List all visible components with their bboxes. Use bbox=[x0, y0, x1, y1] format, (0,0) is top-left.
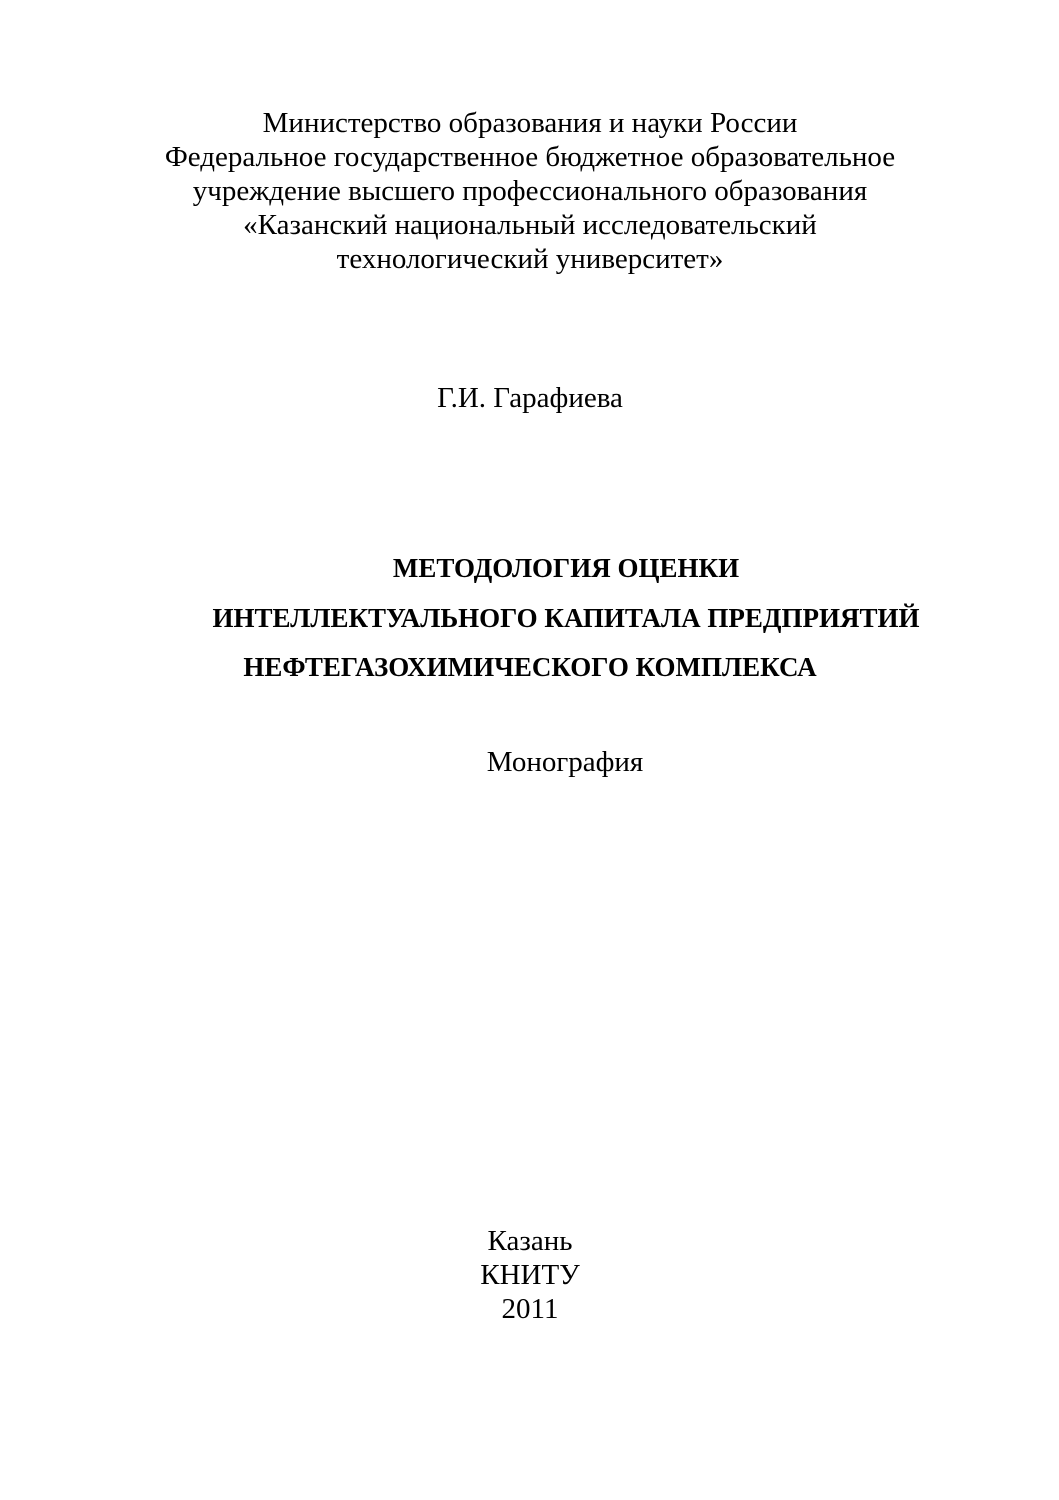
institution-type-line: Федеральное государственное бюджетное образовательное bbox=[164, 141, 896, 173]
title-line-1: МЕТОДОЛОГИЯ ОЦЕНКИ bbox=[392, 553, 740, 583]
title-line-2: ИНТЕЛЛЕКТУАЛЬНОГО КАПИТАЛА ПРЕДПРИЯТИЙ bbox=[212, 603, 920, 633]
imprint-city: Казань bbox=[487, 1225, 573, 1257]
imprint-publisher: КНИТУ bbox=[480, 1259, 580, 1291]
university-name-line-2: технологический университет» bbox=[336, 243, 724, 275]
ministry-line: Министерство образования и науки России bbox=[262, 107, 798, 139]
university-name-line-1: «Казанский национальный исследовательский bbox=[243, 209, 817, 241]
author-name: Г.И. Гарафиева bbox=[437, 382, 623, 414]
institution-level-line: учреждение высшего профессионального образования bbox=[192, 175, 868, 207]
genre-label: Монография bbox=[486, 746, 644, 778]
title-line-3: НЕФТЕГАЗОХИМИЧЕСКОГО КОМПЛЕКСА bbox=[243, 652, 817, 682]
imprint-year: 2011 bbox=[501, 1293, 559, 1325]
